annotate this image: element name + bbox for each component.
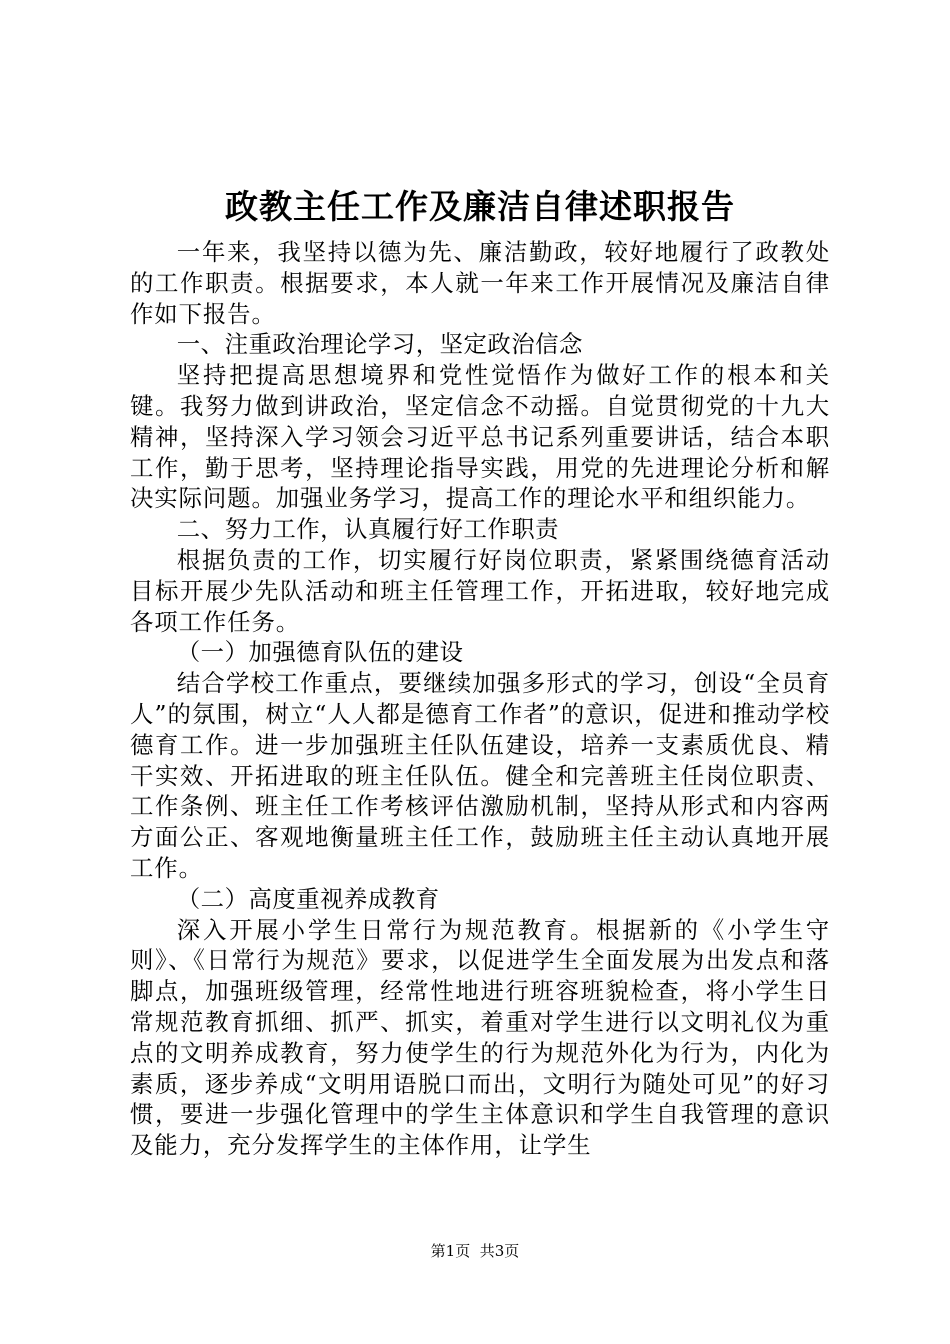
section-heading-2: 二、努力工作，认真履行好工作职责 [176, 515, 560, 544]
subsection-heading-2: （二）高度重视养成教育 [176, 884, 440, 913]
paragraph-subsection-2: 深入开展小学生日常行为规范教育。根据新的《小学生守则》、《日常行为规范》要求，以促进学生全面发展为出发点和落脚点，加强班级管理，经常性地进行班容班貌检查，将小学生日常规范教育抓细、抓严、抓实，着重对学生进行以文明礼仪为重点的文明养成教育，努力使学生的行为规范外化为行为，内化为素质，逐步养成“文明用语脱口而出，文明行为随处可见”的好习惯，要进一步强化管理中的学生主体意识和学生自我管理的意识及能力，充分发挥学生的主体作用，让学生 [130, 915, 830, 1160]
paragraph-subsection-1: 结合学校工作重点，要继续加强多形式的学习，创设“全员育人”的氛围，树立“人人都是德育工作者”的意识，促进和推动学校德育工作。进一步加强班主任队伍建设，培养一支素质优良、精干实效、开拓进取的班主任队伍。健全和完善班主任岗位职责、工作条例、班主任工作考核评估激励机制，坚持从形式和内容两方面公正、客观地衡量班主任工作，鼓励班主任主动认真地开展工作。 [130, 669, 830, 882]
page-footer [0, 1241, 950, 1261]
page-number: 第1页 [430, 1242, 471, 1260]
document-title: 政教主任工作及廉洁自律述职报告 [225, 187, 735, 226]
section-heading-1: 一、注重政治理论学习，坚定政治信念 [176, 330, 583, 359]
subsection-heading-1: （一）加强德育队伍的建设 [176, 638, 464, 667]
paragraph-section-2: 根据负责的工作，切实履行好岗位职责，紧紧围绕德育活动目标开展少先队活动和班主任管理工作，开拓进取，较好地完成各项工作任务。 [130, 545, 830, 636]
page-total: 共3页 [479, 1242, 520, 1260]
paragraph-intro: 一年来，我坚持以德为先、廉洁勤政，较好地履行了政教处的工作职责。根据要求，本人就一年来工作开展情况及廉洁自律作如下报告。 [130, 238, 830, 328]
paragraph-section-1: 坚持把提高思想境界和党性觉悟作为做好工作的根本和关键。我努力做到讲政治，坚定信念不动摇。自觉贯彻党的十九大精神，坚持深入学习领会习近平总书记系列重要讲话，结合本职工作，勤于思考，坚持理论指导实践，用党的先进理论分析和解决实际问题。加强业务学习，提高工作的理论水平和组织能力。 [130, 361, 830, 513]
document-body [130, 237, 830, 1161]
